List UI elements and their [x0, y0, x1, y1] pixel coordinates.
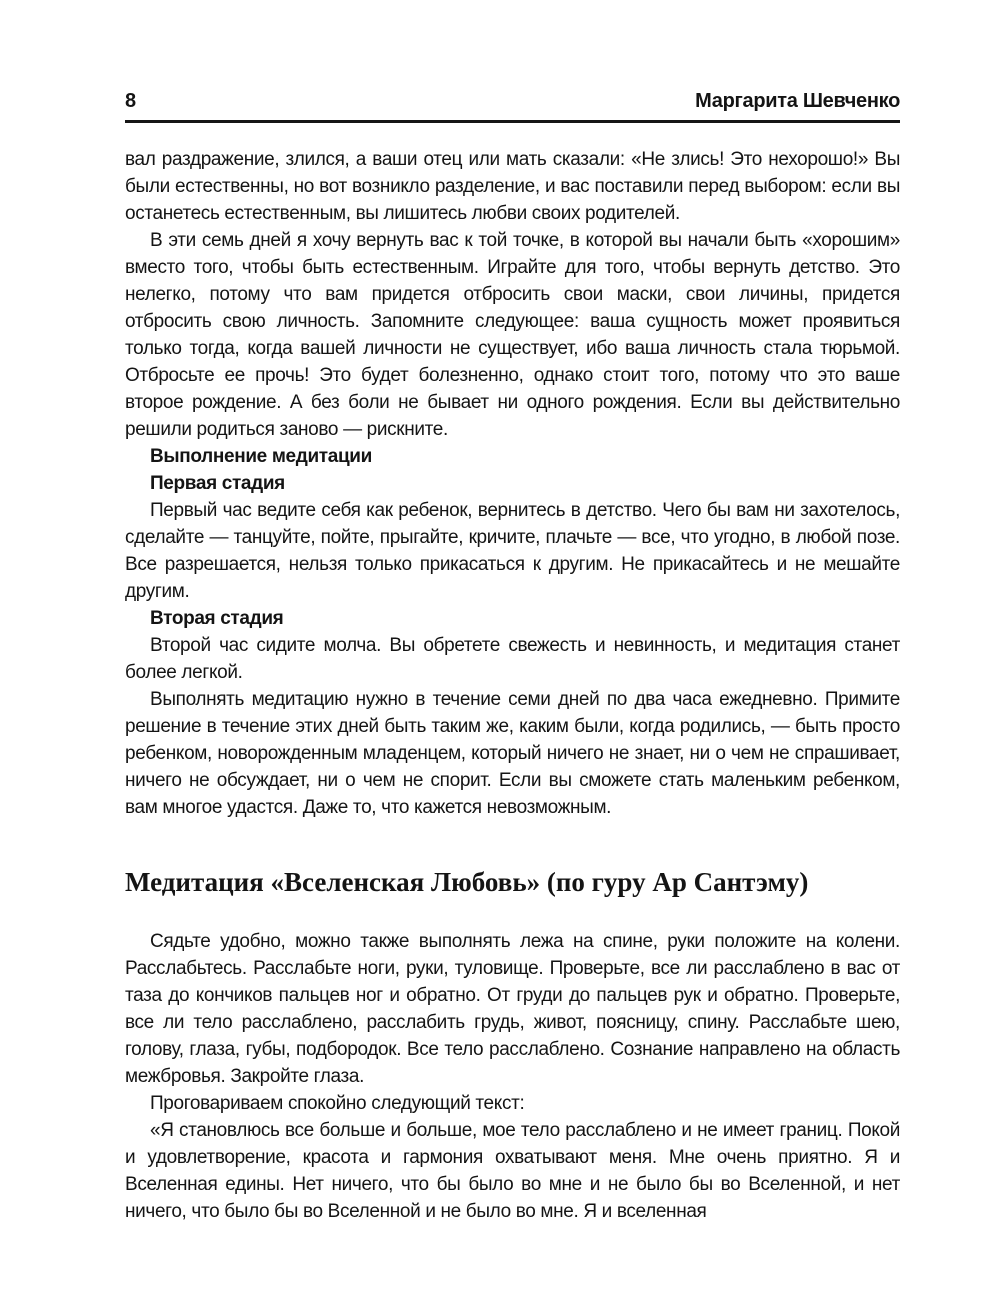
- subheading-meditation-execution: Выполнение медитации: [150, 446, 372, 467]
- paragraph-pronounce-text: Проговариваем спокойно следующий текст:: [150, 1093, 525, 1114]
- paragraph-second-stage-body: Второй час сидите молча. Вы обретете свежесть и невинность, и медитация станет более легкой.: [125, 635, 900, 683]
- paragraph-seven-days-practice: Выполнять медитацию нужно в течение семи дней по два часа ежедневно. Примите решение в течение этих дней быть таким же, каким были, когда родились, — быть просто ребенком, новорожденным младенцем, который ничего не знает, ни о чем не спрашивает, ничего не обсуждает, ни о чем не спорит. Если вы сможете стать маленьким ребенком, вам многое удастся. Даже то, что кажется невозможным.: [125, 689, 900, 818]
- subheading-second-stage: Вторая стадия: [150, 608, 284, 629]
- subheading-first-stage: Первая стадия: [150, 473, 285, 494]
- paragraph-seven-days: В эти семь дней я хочу вернуть вас к той точке, в которой вы начали быть «хорошим» вместо того, чтобы быть естественным. Играйте для того, чтобы вернуть детство. Это нелегко, потому что вам придется отбросить свои маски, свои личины, придется отбросить свою личность. Запомните следующее: ваша сущность может проявиться только тогда, когда вашей личности не существует, ибо ваша личность стала тюрьмой. Отбросьте ее прочь! Это будет болезненно, однако стоит того, потому что это ваше второе рождение. А без боли не бывает ни одного рождения. Если вы действительно решили родиться заново — рискните.: [125, 230, 900, 440]
- paragraph-continuation: вал раздражение, злился, а ваши отец или мать сказали: «Не злись! Это нехорошо!» Вы были естественны, но вот возникло разделение, и вас поставили перед выбором: если вы останетесь естественным, вы лишитесь любви своих родителей.: [125, 149, 900, 224]
- page-number: 8: [125, 90, 136, 112]
- page-body: [125, 146, 900, 1225]
- paragraph-affirmation-quote: «Я становлюсь все больше и больше, мое тело расслаблено и не имеет границ. Покой и удовлетворение, красота и гармония охватывают меня. Мне очень приятно. Я и Вселенная едины. Нет ничего, что бы было во мне и не было бы во Вселенной, и нет ничего, что было бы во Вселенной и не было во мне. Я и вселенная: [125, 1120, 900, 1222]
- section-heading-universal-love: Медитация «Вселенская Любовь» (по гуру Ар Сантэму): [125, 867, 809, 897]
- paragraph-sit-comfortably: Сядьте удобно, можно также выполнять лежа на спине, руки положите на колени. Расслабьтесь. Расслабьте ноги, руки, туловище. Проверьте, все ли расслаблено в вас от таза до кончиков пальцев ног и обратно. От груди до пальцев рук и обратно. Проверьте, все ли тело расслаблено, расслабить грудь, живот, поясницу, спину. Расслабьте шею, голову, глаза, губы, подбородок. Все тело расслаблено. Сознание направлено на область межбровья. Закройте глаза.: [125, 931, 900, 1087]
- author-header: Маргарита Шевченко: [695, 90, 900, 112]
- running-header: [125, 90, 900, 123]
- paragraph-first-stage-body: Первый час ведите себя как ребенок, вернитесь в детство. Чего бы вам ни захотелось, сделайте — танцуйте, пойте, прыгайте, кричите, плачьте — все, что угодно, в любой позе. Все разрешается, нельзя только прикасаться к другим. Не прикасайтесь и не мешайте другим.: [125, 500, 900, 602]
